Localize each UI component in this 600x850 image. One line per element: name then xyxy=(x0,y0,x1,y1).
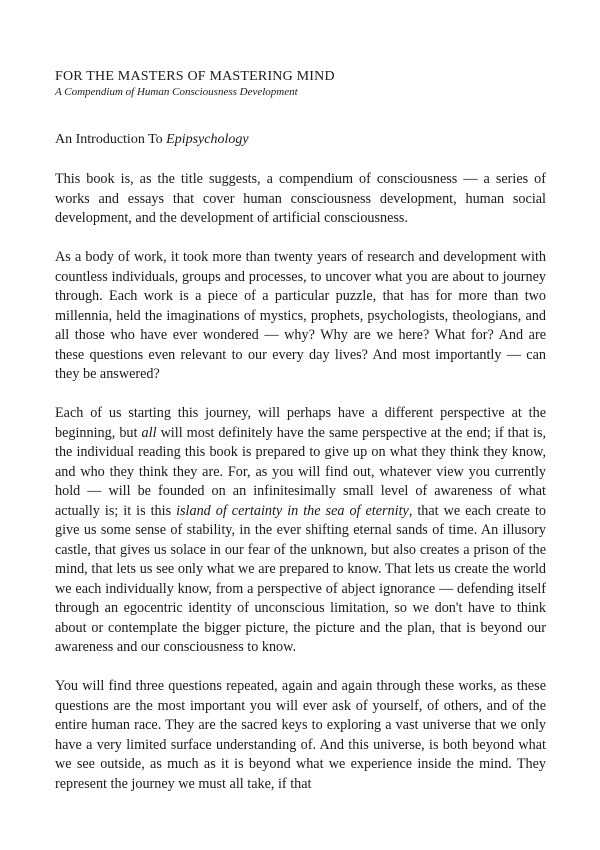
section-heading xyxy=(55,131,249,148)
italic-phrase: island of certainty in the sea of eternity xyxy=(176,502,409,519)
paragraph-text: As a body of work, it took more than twenty years of research and development with countless individuals, groups and processes, to uncover what you are about to journey through. Each work is a piece of a particular puzzle, that has for more than two millennia, held the imaginations of mystics, prophets, psychologists, theologians, and all those who have ever wondered — why? Why are we here? What for? And are these questions even relevant to our every day lives? And most importantly — can they be answered? xyxy=(55,249,546,382)
paragraph-text: You will find three questions repeated, again and again through these works, as these questions are the most important you will ever ask of yourself, of others, and of the entire human race. They are the sacred keys to exploring a vast universe that we only have a very limited surface understanding of. And this universe, is both beyond what we see outside, as much as it is beyond what we experience inside the mind. They represent the journey we must all take, if that xyxy=(55,678,546,792)
section-heading-text: An Introduction To xyxy=(55,132,167,147)
section-heading-italic: Epipsychology xyxy=(166,132,249,147)
paragraph-text: Each of us starting this journey, will perhaps have a different perspective at the beginning, but xyxy=(55,405,546,441)
book-title: FOR THE MASTERS OF MASTERING MIND xyxy=(55,69,335,84)
body-paragraph xyxy=(55,677,546,794)
book-subtitle: A Compendium of Human Consciousness Development xyxy=(55,86,298,98)
paragraph-text: , that we each create to give us some sense of stability, in the ever shifting eternal sands of time. An illusory castle, that gives us solace in our fear of the unknown, but also creates a prison of the mind, that lets us see only what we are prepared to know. That lets us create the world we each individually know, from a perspective of abject ignorance — defending itself through an egocentric identity of unconscious limitation, so we don't have to think about or contemplate the bigger picture, the picture and the plan, that is beyond our awareness and our consciousness to know. xyxy=(55,502,546,655)
body-paragraph xyxy=(55,248,546,385)
body-paragraph xyxy=(55,170,546,229)
paragraph-text: will most definitely have the same perspective at the end; if that is, the individual reading this book is prepared to give up on what they think they know, and who they think they are. For, as you will find out, whatever view you currently hold — will be founded on an infinitesimally small level of awareness of what actually is; it is this xyxy=(55,424,547,519)
body-paragraph xyxy=(55,404,546,658)
paragraph-text: This book is, as the title suggests, a compendium of consciousness — a series of works and essays that cover human consciousness development, human social development, and the development of artificial consciousness. xyxy=(55,171,546,226)
italic-phrase: all xyxy=(141,424,157,441)
document-body xyxy=(55,170,546,814)
document-header xyxy=(55,68,555,99)
